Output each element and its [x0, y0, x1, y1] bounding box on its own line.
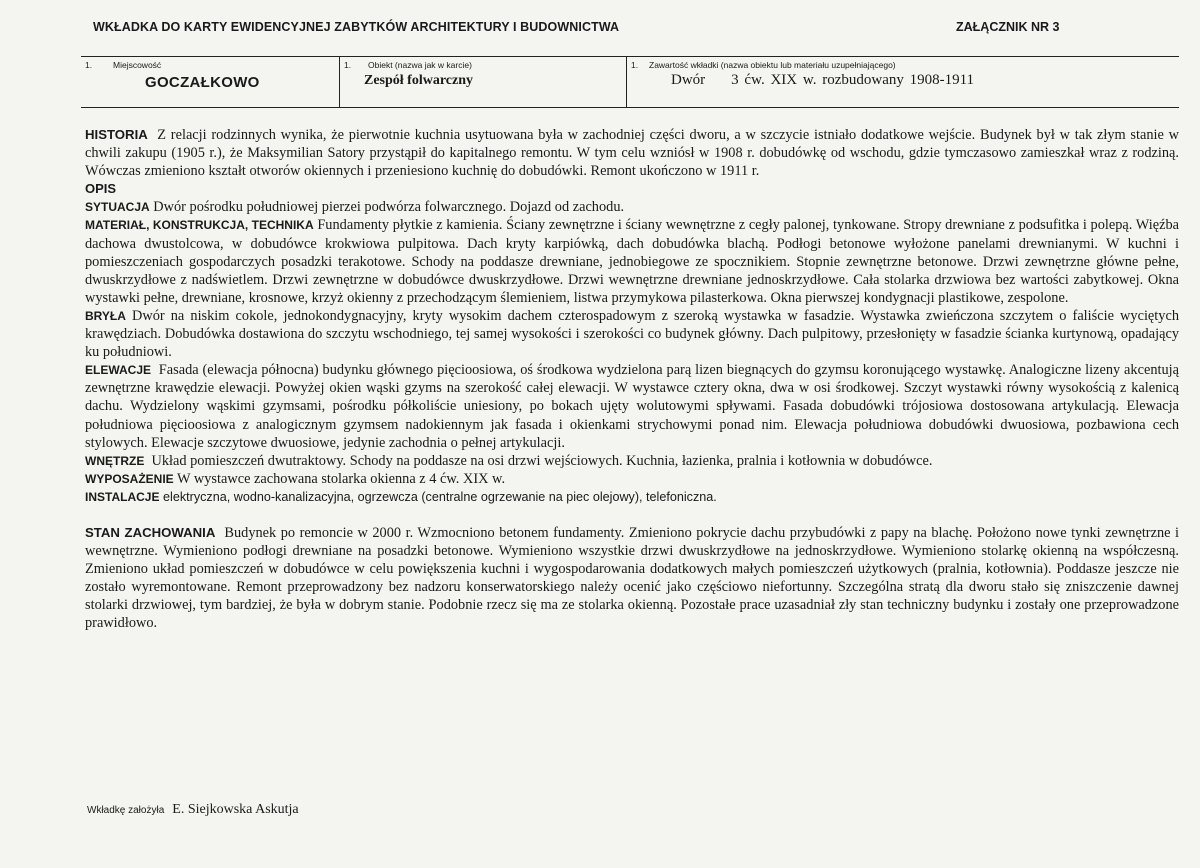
bryla-heading: BRYŁA [85, 308, 126, 323]
wnetrze-heading: WNĘTRZE [85, 453, 145, 468]
historia-heading: HISTORIA [85, 127, 148, 142]
footer [87, 800, 299, 818]
footer-label: Wkładkę założyła [87, 805, 165, 816]
material-section [85, 216, 1179, 306]
contents-label-text: Zawartość wkładki (nazwa obiektu lub materiału uzupełniającego) [649, 60, 896, 70]
place-label-text: Miejscowość [113, 60, 162, 70]
sytuacja-text: Dwór pośrodku południowej pierzei podwórza folwarcznego. Dojazd od zachodu. [153, 199, 625, 216]
contents-object-name: Dwór [671, 72, 706, 88]
wnetrze-text: Układ pomieszczeń dwutraktowy. Schody na poddasze na osi drzwi wejściowych. Kuchnia, łazienka, pralnia i kotłownia w dobudówce. [151, 452, 933, 469]
opis-heading: OPIS [85, 181, 117, 197]
wyposazenie-text: W wystawce zachowana stolarka okienna z 4 ćw. XIX w. [177, 470, 506, 487]
wyposazenie-heading: WYPOSAŻENIE [85, 471, 174, 486]
historia-text: Z relacji rodzinnych wynika, że pierwotnie kuchnia usytuowana była w zachodniej części dworu, a w szczycie istniało dodatkowe wejście. Budynek był w tak złym stanie w chwili zakupu (1905 r.), że Maksymilian Satory przystąpił do kapitalnego remontu. W tym celu wzniósł w 1908 r. dobudówkę od wschodu, gdzie tymczasowo zamieszkał wraz z rodziną. Wówczas zmieniono kształt otworów okiennych i przeniesiono kuchnię do dobudówki. Remont ukończono w 1911 r. [85, 127, 1180, 180]
elewacje-section [85, 361, 1179, 451]
wyposazenie-section [85, 470, 1179, 488]
object-value: Zespół folwarczny [364, 73, 474, 88]
object-label-text: Obiekt (nazwa jak w karcie) [368, 60, 472, 70]
instalacje-section [85, 488, 1179, 506]
historia-section [85, 126, 1179, 180]
elewacje-text: Fasada (elewacja północna) budynku głównego pięcioosiowa, oś środkowa wydzielona parą lizen biegnących do gzymsu koronującego wystawkę. Analogiczne lizeny akcentują zewnętrzne krawędzie elewacji. Powyżej okien wąski gzyms na szerokość całej elewacji. W wystawce cztery okna, dwa w osi środkowej. Szczyt wystawki równy wysokością z kalenicą dachu. Wydzielony wąskimi gzymsami, pośrodku półkoliście uniesiony, po bokach ujęty wolutowymi spływami. Fasada dobudówki trójosiowa dostosowana artykulacją. Elewacja południowa pięcioosiowa z analogicznym gzymsem nadokiennym jak fasada i okienkami strychowymi ponad nim. Elewacja południowa dobudówki dwuosiowa, pozbawiona cech stylowych. Elewacje szczytowe dwuosiowe, jedynie zachodnia o pełnej artykulacji. [85, 362, 1179, 451]
sytuacja-heading: SYTUACJA [85, 200, 150, 215]
footer-author: E. Siejkowska Askutja [172, 802, 299, 817]
contents-cell [626, 57, 1179, 107]
elewacje-heading: ELEWACJE [85, 363, 152, 378]
contents-label [631, 60, 896, 70]
bryla-text: Dwór na niskim cokole, jednokondygnacyjny, kryty wysokim dachem czterospadowym z szeroką wystawka w fasadzie. Wystawka zwieńczona szczytem o faliście wyciętych krawędziach. Dobudówka dostawiona do szczytu wschodniego, tej samej wysokości i szerokości co budynek główny. Dach pulpitowy, przesłonięty w fasadzie ścianka kurtynową, opadający ku południowi. [85, 307, 1179, 361]
material-text: Fundamenty płytkie z kamienia. Ściany zewnętrzne i ściany wewnętrzne z cegły palonej, tynkowane. Stropy drewniane z podsufitka i polepą. Więźba dachowa dwustolcowa, w dobudówce krokwiowa pulpitowa. Dach kryty karpiówką, dach dobudówka blachą. Podłogi betonowe wyłożone panelami drewnianymi. W kuchni i pomieszczeniach gospodarczych posadzki terakotowe. Schody na poddasze drewniane, jednobiegowe ze spocznikiem. Stopnie zewnętrzne betonowe. Drzwi zewnętrzne główne pełne, dwuskrzydłowe z nadświetlem. Drzwi zewnętrzne w dobudówce dwuskrzydłowe. Drzwi wewnętrzne drewniane jednoskrzydłowe. Cała stolarka drzwiowa bez wartości zabytkowej. Okna wystawki pełne, drewniane, krosnowe, krzyż okienny z przechodzącym ślemieniem, listwa przymykowa pilasterkowa. Okna pierwszej kondygnacji plastikowe, zespolone. [85, 217, 1179, 306]
annex-number: ZAŁĄCZNIK NR 3 [956, 20, 1060, 34]
bryla-section [85, 307, 1179, 361]
contents-value [671, 72, 974, 89]
object-label [344, 60, 472, 70]
instalacje-text: elektryczna, wodno-kanalizacyjna, ogrzewcza (centralne ogrzewanie na piec olejowy), telefoniczna. [163, 489, 717, 504]
place-number: 1. [85, 60, 93, 70]
contents-number: 1. [631, 60, 639, 70]
place-label [85, 60, 161, 70]
material-heading: MATERIAŁ, KONSTRUKCJA, TECHNIKA [85, 218, 314, 233]
stan-text: Budynek po remoncie w 2000 r. Wzmocniono betonem fundamenty. Zmieniono pokrycie dachu przybudówki z papy na blachę. Położono nowe tynki zewnętrzne i wewnętrzne. Wymieniono podłogi drewniane na posadzki betonowe. Wymieniono wszystkie drzwi dwuskrzydłowe na jednoskrzydłowe. Wymieniono stolarkę okienną na współczesną. Zmieniono układ pomieszczeń w dobudówce w celu powiększenia kuchni i wygospodarowania dodatkowych małych pomieszczeń użytkowych (pralnia, kotłownia). Poddasze jeszcze nie zostało wyremontowane. Remont przeprowadzony bez nadzoru konserwatorskiego należy ocenić jako częściowo niefortunny. Szczególna stratą dla dworu stało się zniszczenie dawnej stolarki drzwiowej, tym bardziej, że była w dobrym stanie. Podobnie rzecz się ma ze stolarka okienną. Pozostałe prace uzasadniał zły stan techniczny budynku i zostały one przeprowadzone prawidłowo. [85, 524, 1180, 632]
stan-section [85, 524, 1179, 633]
contents-dating: 3 ćw. XIX w. rozbudowany 1908-1911 [731, 72, 975, 88]
document-title: WKŁADKA DO KARTY EWIDENCYJNEJ ZABYTKÓW ARCHITEKTURY I BUDOWNICTWA [93, 20, 620, 34]
wnetrze-section [85, 452, 1179, 470]
stan-heading: STAN ZACHOWANIA [85, 524, 216, 540]
header-fields-table [81, 56, 1179, 108]
instalacje-heading: INSTALACJE [85, 489, 160, 504]
place-value: GOCZAŁKOWO [145, 74, 260, 91]
document-body [85, 126, 1179, 633]
place-cell [81, 57, 339, 107]
sytuacja-section [85, 198, 1179, 216]
object-cell [339, 57, 626, 107]
object-number: 1. [344, 60, 352, 70]
